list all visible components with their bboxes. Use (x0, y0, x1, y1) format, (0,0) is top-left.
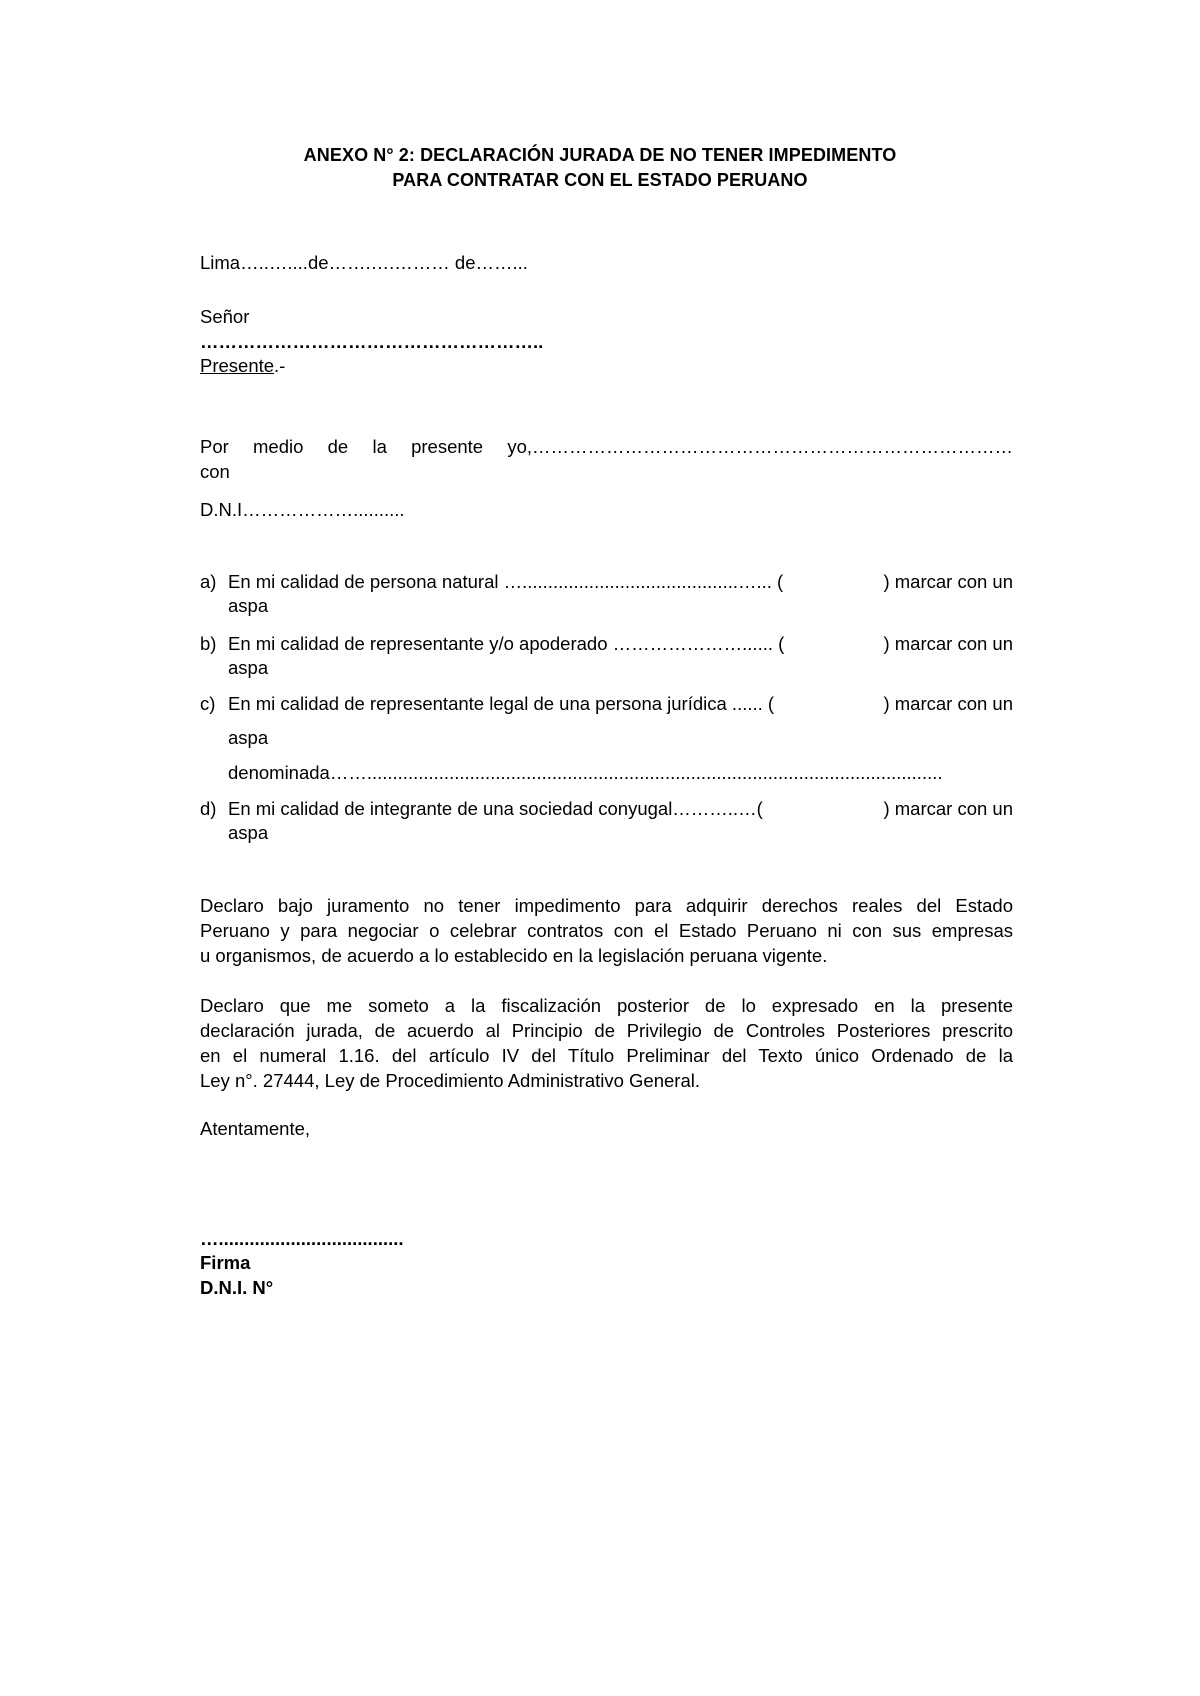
document-title-line-1: ANEXO N° 2: DECLARACIÓN JURADA DE NO TENER IMPEDIMENTO (303, 145, 897, 165)
option-b-checkbox-label[interactable]: ) marcar con un (883, 633, 1013, 654)
option-c-text: En mi calidad de representante legal de una persona jurídica ...... ( (228, 693, 775, 714)
option-c-continuation: aspa (228, 727, 269, 748)
recipient-dots: ……………………………………………….. (200, 331, 544, 352)
option-c-marker: c) (200, 693, 216, 714)
date-line: Lima…..…....de…….….……… de……... (200, 252, 528, 273)
paragraph-1-line-1: Declaro bajo juramento no tener impedimento para adquirir derechos reales del Estado (200, 895, 1013, 916)
closing-text: Atentamente, (200, 1118, 311, 1139)
declaration-paragraph-2 (200, 993, 1013, 1093)
option-d-continuation: aspa (228, 822, 269, 843)
intro-block (200, 434, 1013, 484)
presente-line (200, 354, 285, 378)
option-a-marker: a) (200, 571, 217, 592)
paragraph-2-line-1: Declaro que me someto a la fiscalización posterior de lo expresado en la presente (200, 995, 1013, 1016)
salutation-senor: Señor (200, 306, 250, 327)
intro-line-2: con (200, 461, 230, 482)
paragraph-2-line-2: declaración jurada, de acuerdo al Principio de Privilegio de Controles Posteriores prescrito (200, 1020, 1013, 1041)
option-b-text: En mi calidad de representante y/o apoderado …………………...... ( (228, 633, 785, 654)
option-a-continuation: aspa (228, 595, 269, 616)
declaration-paragraph-1 (200, 893, 1013, 968)
option-c-checkbox-label[interactable]: ) marcar con un (883, 693, 1013, 714)
paragraph-2-line-3: en el numeral 1.16. del artículo IV del Título Preliminar del Texto único Ordenado de la (200, 1045, 1013, 1066)
option-c-denominada: denominada……................................................................................................................ (228, 762, 943, 783)
option-a-text: En mi calidad de persona natural …..........................................…... ( (228, 571, 784, 592)
option-d-text: En mi calidad de integrante de una sociedad conyugal………..…( (228, 798, 763, 819)
signature-firma-label: Firma (200, 1252, 251, 1273)
signature-dni-label: D.N.I. N° (200, 1277, 274, 1298)
signature-dots: ….................................... (200, 1228, 404, 1249)
intro-line-1: Por medio de la presente yo,…………………………………………………………………… (200, 436, 1013, 457)
dni-line: D.N.I……………….......... (200, 499, 405, 520)
presente-suffix: .- (274, 355, 286, 376)
option-d-marker: d) (200, 798, 217, 819)
paragraph-1-line-2: Peruano y para negociar o celebrar contratos con el Estado Peruano ni con sus empresas (200, 920, 1013, 941)
paragraph-2-line-4: Ley n°. 27444, Ley de Procedimiento Administrativo General. (200, 1070, 700, 1091)
document-title-line-2: PARA CONTRATAR CON EL ESTADO PERUANO (392, 170, 808, 190)
paragraph-1-line-3: u organismos, de acuerdo a lo establecido en la legislación peruana vigente. (200, 945, 828, 966)
option-b-marker: b) (200, 633, 217, 654)
option-b-continuation: aspa (228, 657, 269, 678)
option-d-checkbox-label[interactable]: ) marcar con un (883, 798, 1013, 819)
option-a-checkbox-label[interactable]: ) marcar con un (883, 571, 1013, 592)
presente-word: Presente (200, 355, 275, 376)
